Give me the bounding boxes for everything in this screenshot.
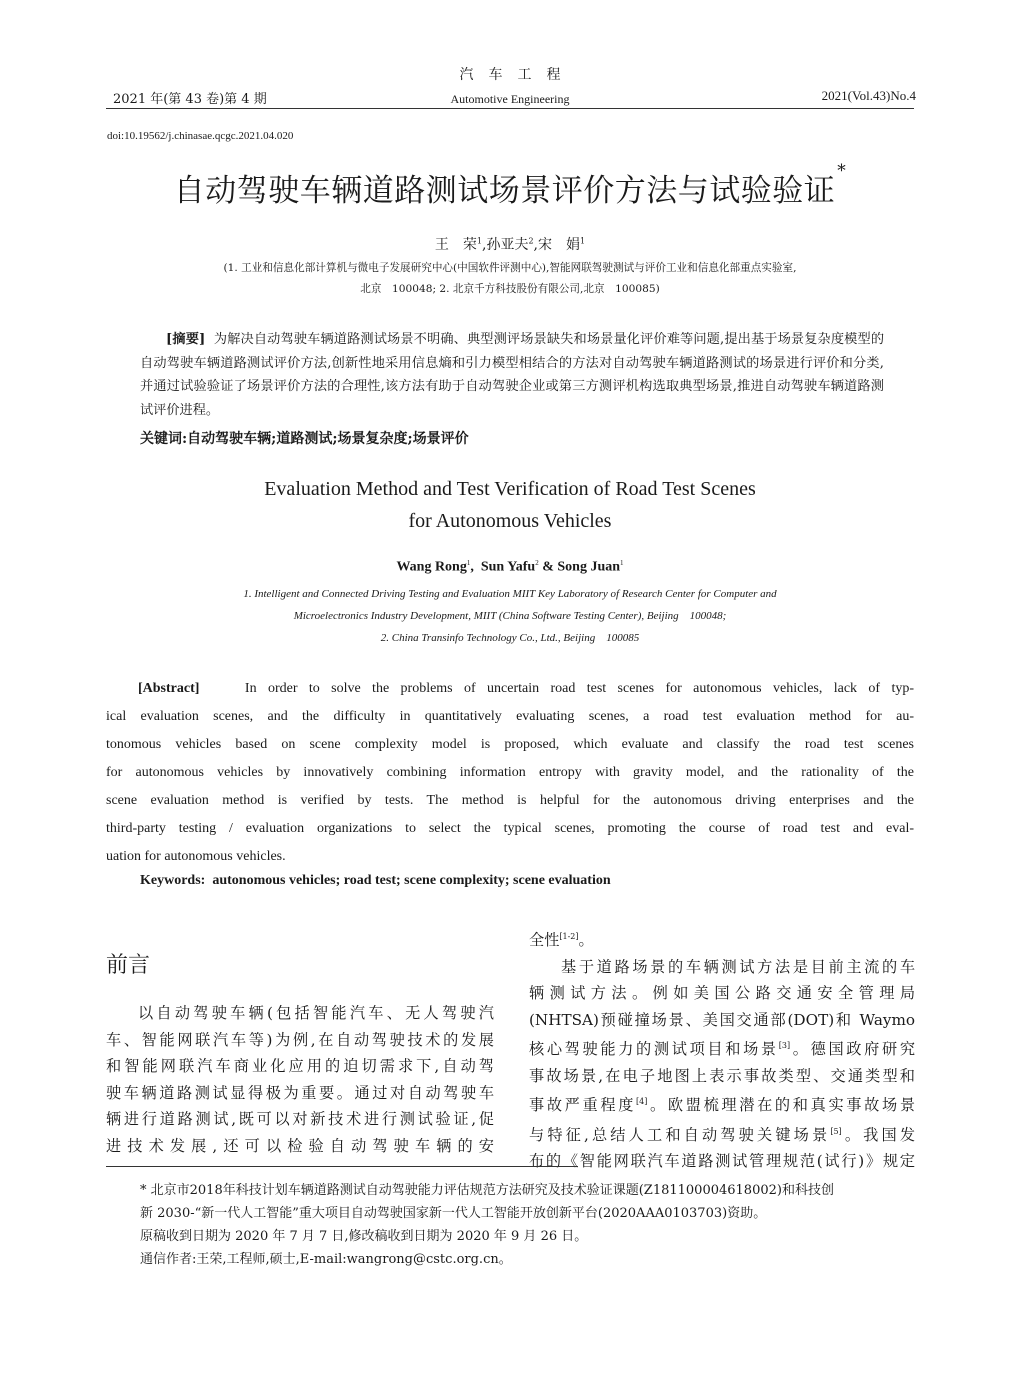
- issue-info-cn: 2021 年(第 43 卷)第 4 期: [113, 92, 267, 107]
- abstract-en-line: third-party testing / evaluation organizations to select the typical scenes, promoting the course of road test and eval-: [106, 821, 914, 836]
- body-line: 进技术发展,还可以检验自动驾驶车辆的安: [106, 1136, 494, 1155]
- body-column-left: [106, 1000, 494, 1159]
- body-line: 以自动驾驶车辆(包括智能汽车、无人驾驶汽: [138, 1004, 494, 1022]
- paper-title-en-line: for Autonomous Vehicles: [408, 510, 612, 532]
- affiliation-en-line: 1. Intelligent and Connected Driving Testing and Evaluation MIIT Key Laboratory of Research Center for Computer and: [243, 588, 777, 600]
- body-line: 驶车辆道路测试显得极为重要。通过对自动驾驶车: [106, 1083, 494, 1102]
- paper-title-cn: [0, 161, 1020, 210]
- abstract-en: [106, 675, 914, 871]
- footnote-rule: [106, 1166, 578, 1167]
- author-cn-affiliation-mark: 2: [528, 236, 534, 246]
- body-text: 全性: [529, 931, 560, 950]
- abstract-en-line: ical evaluation scenes, and the difficulty in quantitatively evaluating scenes, a road test evaluation method for au-: [106, 709, 914, 724]
- body-text: 事故严重程度: [529, 1096, 637, 1115]
- footnote-funding-line: 新 2030-“新一代人工智能”重大项目自动驾驶国家新一代人工智能开放创新平台(2020AAA0103703)资助。: [140, 1206, 767, 1221]
- journal-name-en: Automotive Engineering: [450, 92, 570, 106]
- body-line: [529, 924, 915, 954]
- keywords-en: [140, 873, 611, 889]
- body-line: 车、智能网联汽车等)为例,在自动驾驶技术的发展: [106, 1030, 494, 1049]
- author-en-name: Wang Rong: [396, 559, 467, 575]
- footnotes: [140, 1179, 920, 1271]
- author-ampersand: &: [542, 559, 554, 575]
- author-en-name: Sun Yafu: [480, 559, 536, 575]
- footnote-funding-line: * 北京市2018年科技计划车辆道路测试自动驾驶能力评估规范方法研究及技术验证课题(Z181100004618002)和科技创: [140, 1183, 834, 1198]
- body-text: 。欧盟梳理潜在的和真实事故场景: [647, 1096, 916, 1115]
- header-rule: [106, 108, 914, 109]
- citation-ref: [1-2]: [559, 932, 579, 941]
- body-line: 和智能网联汽车商业化应用的迫切需求下,自动驾: [106, 1057, 494, 1075]
- author-en-name: Song Juan: [557, 559, 621, 575]
- author-en-affiliation-mark: 1: [620, 559, 624, 567]
- body-text: 。: [578, 931, 594, 950]
- affiliation-en-line: 2. China Transinfo Technology Co., Ltd., Beijing 100085: [380, 632, 640, 644]
- affiliation-en-line: Microelectronics Industry Development, MIIT (China Software Testing Center), Beijing 100048;: [293, 610, 727, 622]
- title-footnote-mark: *: [837, 161, 847, 181]
- abstract-cn: [140, 328, 884, 422]
- journal-name-cn: 汽车工程: [459, 67, 576, 83]
- body-line: 基于道路场景的车辆测试方法是目前主流的车: [561, 957, 915, 976]
- abstract-en-line: scene evaluation method is verified by tests. The method is helpful for the autonomous driving enterprises and the: [106, 793, 914, 808]
- body-text: 。我国发: [841, 1125, 916, 1144]
- author-cn-affiliation-mark: 1: [580, 236, 586, 246]
- author-cn-name: 孙亚夫: [486, 237, 529, 253]
- keywords-cn: 关键词:自动驾驶车辆;道路测试;场景复杂度;场景评价: [140, 431, 469, 447]
- citation-ref: [4]: [636, 1097, 648, 1107]
- author-cn-affiliation-mark: 1: [476, 236, 482, 246]
- body-line: 事故场景,在电子地图上表示事故类型、交通类型和: [529, 1066, 915, 1085]
- abstract-cn-text: 为解决自动驾驶车辆道路测试场景不明确、典型测评场景缺失和场景量化评价难等问题,提出基于场景复杂度模型的自动驾驶车辆道路测试评价方法,创新性地采用信息熵和引力模型相结合的方法对自动驾驶车辆道路测试的场景进行评价和分类,并通过试验验证了场景评价方法的合理性,该方法有助于自动驾驶企业或第三方测评机构选取典型场景,推进自动驾驶车辆道路测试评价进程。: [140, 332, 885, 418]
- body-line: 辆进行道路测试,既可以对新技术进行测试验证,促: [106, 1110, 494, 1128]
- body-text: 。德国政府研究: [790, 1040, 916, 1059]
- body-line: [529, 1119, 915, 1149]
- citation-ref: [5]: [830, 1126, 842, 1136]
- author-separator: ,: [482, 237, 487, 253]
- body-line: 布的《智能网联汽车道路测试管理规范(试行)》规定: [529, 1152, 915, 1171]
- author-en-affiliation-mark: 1: [466, 559, 471, 567]
- author-separator: ,: [533, 237, 538, 253]
- abstract-cn-label: [摘要]: [166, 332, 206, 347]
- author-cn-name: 王 荣: [434, 237, 477, 253]
- authors-en: [0, 559, 1020, 576]
- keywords-en-text: autonomous vehicles; road test; scene complexity; scene evaluation: [212, 873, 611, 888]
- body-line: [529, 1033, 915, 1063]
- affiliation-cn-line: (1. 工业和信息化部计算机与微电子发展研究中心(中国软件评测中心),智能网联驾驶测试与评价工业和信息化部重点实验室,: [223, 262, 797, 274]
- citation-ref: [3]: [778, 1041, 791, 1051]
- authors-cn: [0, 234, 1020, 254]
- affiliation-cn-line: 北京 100048; 2. 北京千方科技股份有限公司,北京 100085): [360, 283, 660, 295]
- author-cn-name: 宋 娟: [538, 237, 580, 253]
- abstract-en-line: tonomous vehicles based on scene complexity model is proposed, which evaluate and classify the road test scenes: [106, 737, 914, 752]
- abstract-en-line: for autonomous vehicles by innovatively combining information entropy with gravity model, and the rationality of the: [106, 765, 914, 780]
- body-line: [529, 1089, 915, 1119]
- author-en-affiliation-mark: 2: [535, 559, 539, 567]
- footnote-corresponding-author: 通信作者:王荣,工程师,硕士,E-mail:wangrong@cstc.org.cn。: [140, 1252, 512, 1267]
- body-text: 核心驾驶能力的测试项目和场景: [529, 1040, 779, 1059]
- body-line: 辆测试方法。例如美国公路交通安全管理局: [529, 984, 915, 1003]
- body-column-right: [529, 924, 915, 1175]
- footnote-received-dates: 原稿收到日期为 2020 年 7 月 7 日,修改稿收到日期为 2020 年 9 月 26 日。: [140, 1229, 588, 1244]
- body-text: 与特征,总结人工和自动驾驶关键场景: [529, 1125, 831, 1144]
- abstract-en-line: uation for autonomous vehicles.: [106, 849, 286, 864]
- paper-title-en: [0, 473, 1020, 537]
- paper-title-en-line: Evaluation Method and Test Verification of Road Test Scenes: [264, 478, 756, 500]
- paper-title-cn-text: 自动驾驶车辆道路测试场景评价方法与试验验证: [173, 173, 836, 209]
- section-heading-preface: 前言: [106, 953, 151, 978]
- body-line: (NHTSA)预碰撞场景、美国交通部(DOT)和 Waymo: [529, 1010, 915, 1029]
- doi: doi:10.19562/j.chinasae.qcgc.2021.04.020: [107, 130, 294, 142]
- abstract-en-line: In order to solve the problems of uncertain road test scenes for autonomous vehicles, lack of typ-: [244, 681, 914, 696]
- author-separator: ,: [470, 559, 474, 575]
- abstract-en-label: [Abstract]: [138, 681, 200, 696]
- issue-info-en: 2021(Vol.43)No.4: [821, 88, 916, 103]
- keywords-en-label: Keywords:: [140, 873, 206, 888]
